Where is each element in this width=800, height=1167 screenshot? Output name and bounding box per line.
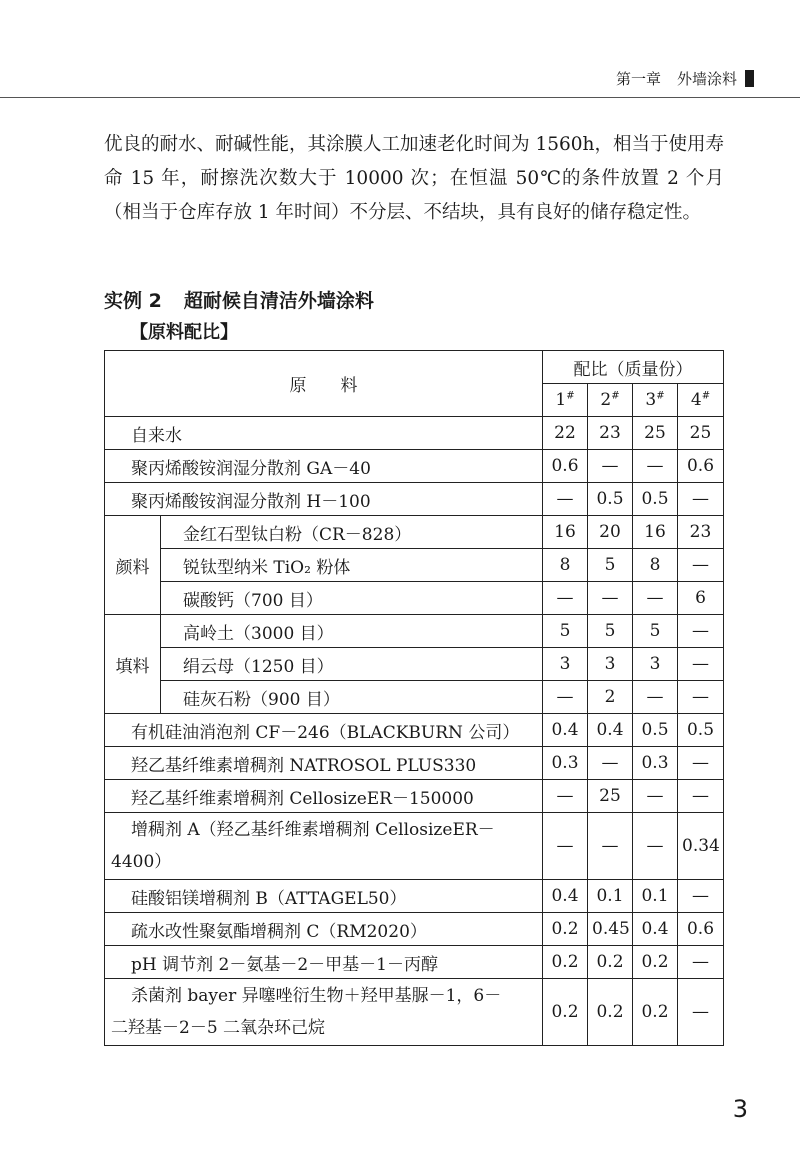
header-ratio: 配比（质量份） bbox=[543, 351, 724, 384]
example-heading bbox=[104, 286, 374, 313]
ratio-cell: 16 bbox=[543, 516, 588, 549]
ratio-cell: 0.2 bbox=[588, 946, 633, 979]
ratio-cell: 23 bbox=[588, 417, 633, 450]
ratio-cell: 0.5 bbox=[588, 483, 633, 516]
ratio-cell: — bbox=[633, 582, 678, 615]
ratio-cell: — bbox=[633, 780, 678, 813]
material-name: pH 调节剂 2－氨基－2－甲基－1－丙醇 bbox=[105, 946, 543, 979]
ratio-cell: 0.3 bbox=[633, 747, 678, 780]
material-name: 硅酸铝镁增稠剂 B（ATTAGEL50） bbox=[105, 880, 543, 913]
intro-paragraph: 优良的耐水、耐碱性能，其涂膜人工加速老化时间为 1560h，相当于使用寿命 15 年，耐擦洗次数大于 10000 次；在恒温 50℃的条件放置 2 个月（相当于仓库存放 1 年时间）不分层、不结块，具有良好的储存稳定性。 bbox=[104, 134, 724, 223]
ratio-cell: 16 bbox=[633, 516, 678, 549]
group-label-filler: 填料 bbox=[105, 615, 161, 714]
material-name: 绢云母（1250 目） bbox=[161, 648, 543, 681]
ratio-cell: 3 bbox=[543, 648, 588, 681]
ratio-cell: — bbox=[588, 582, 633, 615]
example-title: 超耐候自清洁外墙涂料 bbox=[183, 290, 374, 312]
header-rule bbox=[0, 97, 800, 98]
ratio-cell: 5 bbox=[543, 615, 588, 648]
ratio-cell: — bbox=[588, 813, 633, 880]
ratio-cell: 0.4 bbox=[543, 880, 588, 913]
ratio-cell: 0.5 bbox=[678, 714, 724, 747]
material-name: 聚丙烯酸铵润湿分散剂 H－100 bbox=[105, 483, 543, 516]
ratio-cell: 0.4 bbox=[543, 714, 588, 747]
material-name: 有机硅油消泡剂 CF－246（BLACKBURN 公司） bbox=[105, 714, 543, 747]
ratio-cell: — bbox=[678, 648, 724, 681]
ratio-cell: 0.34 bbox=[678, 813, 724, 880]
ratio-cell: — bbox=[678, 483, 724, 516]
ratio-cell: 0.6 bbox=[543, 450, 588, 483]
ratio-cell: — bbox=[633, 681, 678, 714]
ratio-cell: 0.4 bbox=[633, 913, 678, 946]
table-row bbox=[105, 813, 724, 880]
material-name-multiline: 增稠剂 A（羟乙基纤维素增稠剂 CellosizeER－ 4400） bbox=[105, 813, 543, 880]
header-material: 原 料 bbox=[105, 351, 543, 417]
example-number: 实例 2 bbox=[104, 290, 162, 312]
ratio-cell: 5 bbox=[588, 549, 633, 582]
table-row bbox=[105, 979, 724, 1046]
table-row bbox=[105, 681, 724, 714]
header-block-marker bbox=[745, 70, 754, 87]
material-name: 羟乙基纤维素增稠剂 NATROSOL PLUS330 bbox=[105, 747, 543, 780]
ratio-cell: 0.2 bbox=[543, 979, 588, 1046]
material-name: 羟乙基纤维素增稠剂 CellosizeER－150000 bbox=[105, 780, 543, 813]
ratio-cell: 0.3 bbox=[543, 747, 588, 780]
ratio-cell: 8 bbox=[543, 549, 588, 582]
table-row bbox=[105, 417, 724, 450]
ratio-cell: — bbox=[678, 780, 724, 813]
ratio-cell: 23 bbox=[678, 516, 724, 549]
table-row bbox=[105, 615, 724, 648]
ratio-cell: 25 bbox=[678, 417, 724, 450]
ratio-cell: 0.5 bbox=[633, 483, 678, 516]
col-header: 2# bbox=[588, 384, 633, 417]
table-row bbox=[105, 780, 724, 813]
ratio-cell: — bbox=[678, 979, 724, 1046]
col-header: 1# bbox=[543, 384, 588, 417]
ratio-cell: 0.1 bbox=[588, 880, 633, 913]
ratio-cell: 8 bbox=[633, 549, 678, 582]
table-row bbox=[105, 648, 724, 681]
table-row bbox=[105, 450, 724, 483]
ratio-cell: 0.6 bbox=[678, 913, 724, 946]
table-row bbox=[105, 714, 724, 747]
col-header: 3# bbox=[633, 384, 678, 417]
group-label-pigment: 颜料 bbox=[105, 516, 161, 615]
ratio-cell: 0.1 bbox=[633, 880, 678, 913]
section-title: 【原料配比】 bbox=[130, 322, 238, 343]
ratio-cell: 0.6 bbox=[678, 450, 724, 483]
ratio-cell: — bbox=[678, 549, 724, 582]
running-header bbox=[616, 68, 754, 89]
table-row bbox=[105, 582, 724, 615]
ratio-cell: 0.2 bbox=[588, 979, 633, 1046]
ratio-cell: 22 bbox=[543, 417, 588, 450]
col-header: 4# bbox=[678, 384, 724, 417]
table-row bbox=[105, 516, 724, 549]
ratio-cell: 6 bbox=[678, 582, 724, 615]
ratio-cell: 0.2 bbox=[633, 979, 678, 1046]
ratio-cell: 25 bbox=[633, 417, 678, 450]
material-name: 金红石型钛白粉（CR－828） bbox=[161, 516, 543, 549]
ratio-cell: 0.2 bbox=[633, 946, 678, 979]
ratio-cell: 0.5 bbox=[633, 714, 678, 747]
ratio-cell: 20 bbox=[588, 516, 633, 549]
material-name: 自来水 bbox=[105, 417, 543, 450]
ratio-cell: — bbox=[588, 747, 633, 780]
ratio-cell: — bbox=[678, 880, 724, 913]
material-name: 疏水改性聚氨酯增稠剂 C（RM2020） bbox=[105, 913, 543, 946]
ratio-cell: — bbox=[543, 582, 588, 615]
ratio-cell: 5 bbox=[588, 615, 633, 648]
material-name-multiline: 杀菌剂 bayer 异噻唑衍生物＋羟甲基脲－1，6－ 二羟基－2－5 二氧杂环己烷 bbox=[105, 979, 543, 1046]
ratio-cell: — bbox=[678, 681, 724, 714]
material-name: 聚丙烯酸铵润湿分散剂 GA－40 bbox=[105, 450, 543, 483]
table-header-row bbox=[105, 351, 724, 384]
ratio-cell: — bbox=[678, 615, 724, 648]
table-row bbox=[105, 549, 724, 582]
table-row bbox=[105, 747, 724, 780]
ratio-cell: 0.4 bbox=[588, 714, 633, 747]
ratio-cell: — bbox=[543, 813, 588, 880]
table-row bbox=[105, 946, 724, 979]
table-row bbox=[105, 880, 724, 913]
ratio-cell: 25 bbox=[588, 780, 633, 813]
ratio-cell: — bbox=[678, 747, 724, 780]
ratio-cell: 5 bbox=[633, 615, 678, 648]
chapter-label: 第一章 bbox=[615, 70, 661, 88]
recipe-table bbox=[104, 350, 724, 1046]
material-name: 高岭土（3000 目） bbox=[161, 615, 543, 648]
ratio-cell: 2 bbox=[588, 681, 633, 714]
ratio-cell: — bbox=[543, 780, 588, 813]
ratio-cell: — bbox=[543, 681, 588, 714]
ratio-cell: — bbox=[543, 483, 588, 516]
ratio-cell: 0.45 bbox=[588, 913, 633, 946]
ratio-cell: — bbox=[678, 946, 724, 979]
ratio-cell: — bbox=[633, 450, 678, 483]
table-row bbox=[105, 483, 724, 516]
ratio-cell: 3 bbox=[588, 648, 633, 681]
ratio-cell: — bbox=[633, 813, 678, 880]
material-name: 硅灰石粉（900 目） bbox=[161, 681, 543, 714]
table-row bbox=[105, 913, 724, 946]
ratio-cell: — bbox=[588, 450, 633, 483]
ratio-cell: 0.2 bbox=[543, 913, 588, 946]
ratio-cell: 0.2 bbox=[543, 946, 588, 979]
material-name: 碳酸钙（700 目） bbox=[161, 582, 543, 615]
chapter-title: 外墙涂料 bbox=[676, 70, 737, 88]
ratio-cell: 3 bbox=[633, 648, 678, 681]
page-number: 3 bbox=[732, 1095, 748, 1123]
material-name: 锐钛型纳米 TiO₂ 粉体 bbox=[161, 549, 543, 582]
